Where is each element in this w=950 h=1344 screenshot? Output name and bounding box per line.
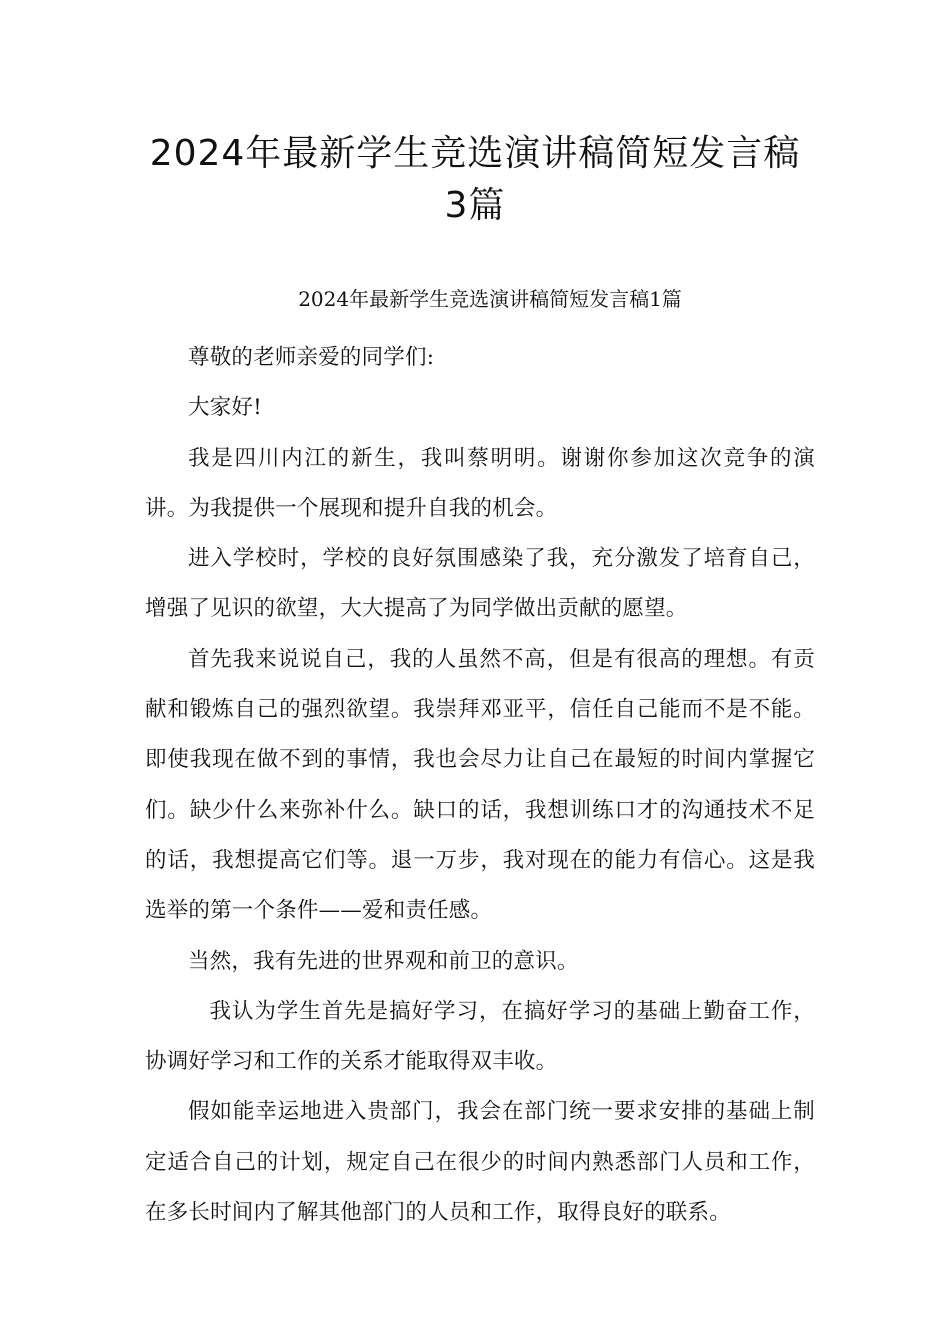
document-title-line-1: 2024年最新学生竞选演讲稿简短发言稿 bbox=[149, 133, 801, 174]
paragraph: 我认为学生首先是搞好学习，在搞好学习的基础上勤奋工作，协调好学习和工作的关系才能取得双丰收。 bbox=[145, 998, 815, 1075]
document-title-line-2: 3篇 bbox=[444, 185, 506, 226]
paragraph: 当然，我有先进的世界观和前卫的意识。 bbox=[188, 948, 579, 974]
paragraph: 首先我来说说自己，我的人虽然不高，但是有很高的理想。有贡献和锻炼自己的强烈欲望。我崇拜邓亚平，信任自己能而不是不能。即使我现在做不到的事情，我也会尽力让自己在最短的时间内掌握它们。缺少什么来弥补什么。缺口的话，我想训练口才的沟通技术不足的话，我想提高它们等。退一万步，我对现在的能力有信心。这是我选举的第一个条件——爱和责任感。 bbox=[145, 646, 815, 924]
paragraph: 进入学校时，学校的良好氛围感染了我，充分激发了培育自己，增强了见识的欲望，大大提高了为同学做出贡献的愿望。 bbox=[145, 546, 815, 622]
document-body bbox=[145, 333, 815, 1238]
section-heading: 2024年最新学生竞选演讲稿简短发言稿1篇 bbox=[298, 287, 682, 311]
paragraph-salutation: 尊敬的老师亲爱的同学们: bbox=[188, 345, 435, 370]
paragraph: 我是四川内江的新生，我叫蔡明明。谢谢你参加这次竞争的演讲。为我提供一个展现和提升自我的机会。 bbox=[145, 445, 815, 521]
paragraph-greeting: 大家好! bbox=[188, 395, 262, 421]
paragraph: 假如能幸运地进入贵部门，我会在部门统一要求安排的基础上制定适合自己的计划，规定自己在很少的时间内熟悉部门人员和工作，在多长时间内了解其他部门的人员和工作，取得良好的联系。 bbox=[145, 1099, 815, 1226]
